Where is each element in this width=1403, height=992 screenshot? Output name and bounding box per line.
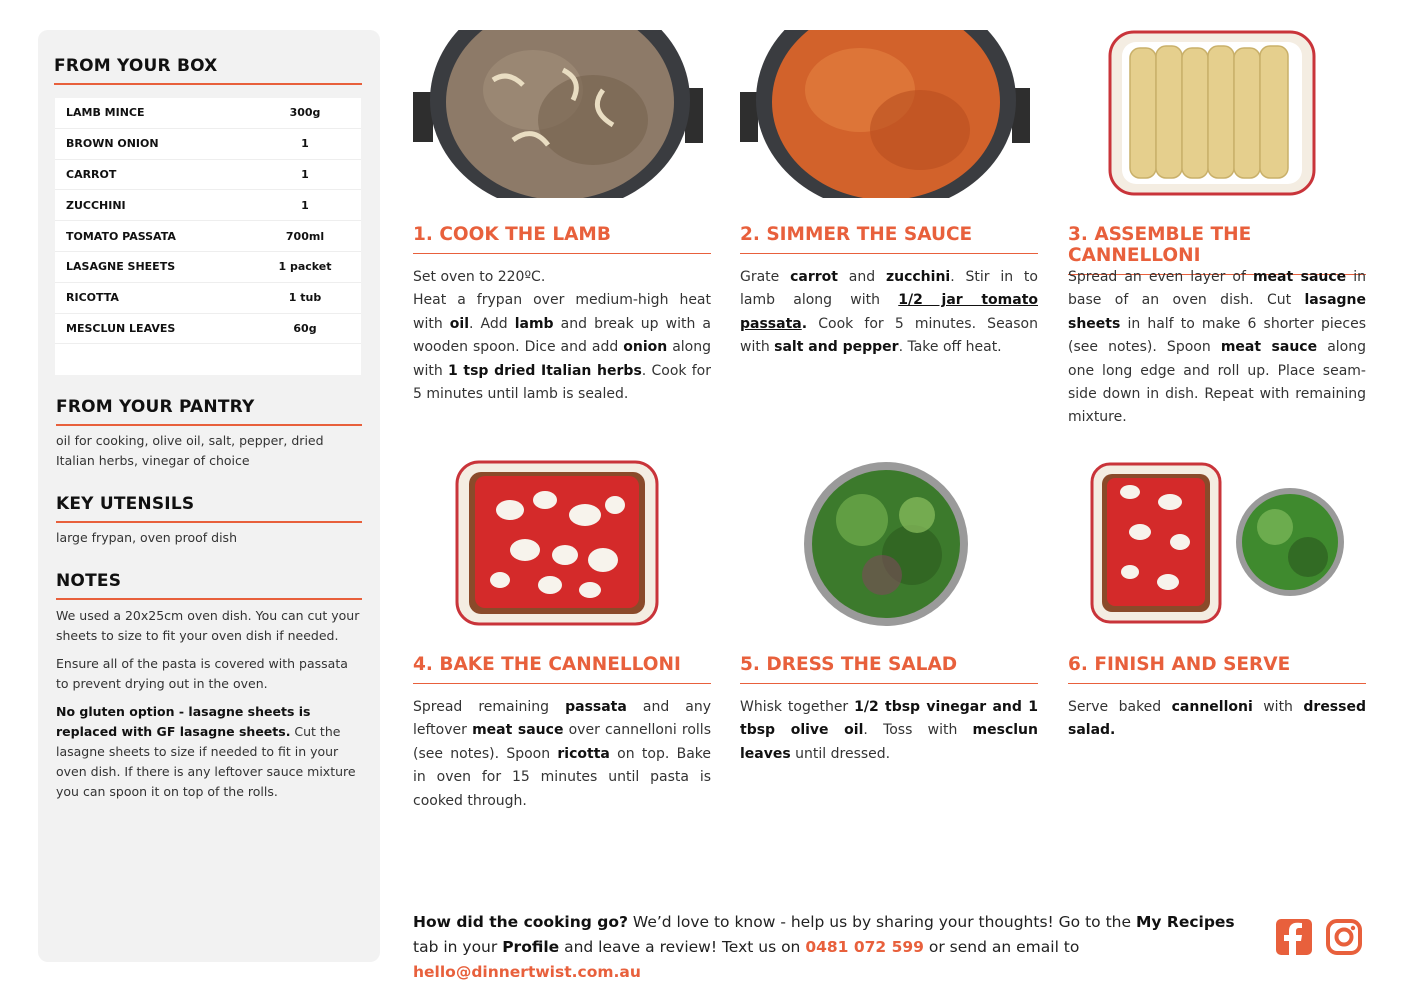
- text-run: and: [837, 269, 886, 285]
- text-run: . Add: [469, 315, 515, 332]
- footer-question: How did the cooking go?: [413, 913, 628, 931]
- bold-run: meat sauce: [472, 722, 564, 739]
- step-6-photo: [1090, 462, 1360, 626]
- step-6-body: [1068, 696, 1366, 743]
- step-5-title: 5. DRESS THE SALAD: [740, 654, 1038, 684]
- email-link[interactable]: hello@dinnertwist.com.au: [413, 963, 641, 981]
- step-4-title: 4. BAKE THE CANNELLONI: [413, 654, 711, 684]
- text-run: We’d love to know - help us by sharing your thoughts! Go to the: [627, 913, 1136, 931]
- text-run: Heat a frypan over medium-high heat with: [413, 292, 711, 332]
- bold-run: meat sauce: [1252, 269, 1347, 285]
- instagram-icon[interactable]: [1325, 918, 1363, 956]
- ingredient-qty: 1: [301, 167, 309, 181]
- text-run: Set oven to 220ºC.: [413, 269, 546, 285]
- text-run: and leave a review! Text us on: [559, 938, 806, 956]
- text-run: along with: [413, 339, 711, 379]
- ingredient-row: [55, 283, 361, 314]
- key-utensils-title: KEY UTENSILS: [56, 494, 362, 523]
- profile-link[interactable]: Profile: [502, 938, 560, 956]
- note-paragraph: [56, 702, 362, 802]
- text-run: Cook for 5 minutes. Season with: [740, 315, 1038, 356]
- step-2-photo: [740, 30, 1038, 198]
- text-run: Serve baked: [1068, 699, 1172, 715]
- note-paragraph: We used a 20x25cm oven dish. You can cut your sheets to size to fit your oven dish if needed.: [56, 608, 360, 643]
- bold-run: cannelloni: [1171, 699, 1253, 715]
- step-4-body: [413, 696, 711, 813]
- ingredient-row: [55, 129, 361, 160]
- bold-run: carrot: [790, 269, 838, 285]
- step-4-photo: [455, 460, 659, 626]
- text-run: in half to make 6 shorter pieces (see notes). Spoon: [1068, 315, 1366, 356]
- ingredients-table: [55, 98, 361, 375]
- bold-run: lamb: [514, 315, 554, 332]
- step-1-photo: [413, 30, 711, 198]
- step-1-body: [413, 266, 711, 406]
- bold-run: passata: [565, 699, 627, 715]
- bold-underlined-run: 1/2 jar tomato passata: [740, 292, 1039, 332]
- utensils-text: large frypan, oven proof dish: [56, 530, 237, 545]
- text-run: tab in your: [413, 938, 503, 956]
- sidebar: [38, 30, 380, 962]
- text-run: on top. Bake in oven for 15 minutes until pasta is cooked through.: [413, 745, 711, 809]
- text-run: or send an email to: [923, 938, 1080, 956]
- step-5-body: [740, 696, 1038, 766]
- bold-run: mesclun leaves: [740, 722, 1038, 762]
- ingredient-name: ZUCCHINI: [66, 198, 126, 212]
- ingredient-row: [55, 221, 361, 252]
- ingredient-qty: 700ml: [285, 229, 325, 243]
- bold-run: onion: [623, 339, 668, 356]
- bold-run: .: [801, 315, 808, 332]
- ingredient-qty: 300g: [289, 106, 321, 120]
- text-run: over cannelloni rolls (see notes). Spoon: [413, 722, 711, 762]
- ingredient-qty: 1: [301, 137, 309, 151]
- notes-title: NOTES: [56, 571, 362, 600]
- bold-run: zucchini: [885, 269, 951, 285]
- step-2-title: 2. SIMMER THE SAUCE: [740, 224, 1038, 254]
- bold-run: 1 tsp dried Italian herbs: [447, 362, 642, 379]
- step-5-photo: [802, 460, 970, 628]
- text-run: along one long edge and roll up. Place seam-side down in dish. Repeat with remaining mixture.: [1068, 339, 1367, 426]
- bold-run: 1/2 tbsp vinegar and 1 tbsp olive oil: [740, 699, 1038, 739]
- ingredient-name: LAMB MINCE: [66, 106, 145, 120]
- ingredient-qty: 1 tub: [288, 291, 322, 305]
- ingredient-name: LASAGNE SHEETS: [66, 260, 176, 274]
- step-6-title: 6. FINISH AND SERVE: [1068, 654, 1366, 684]
- ingredient-name: MESCLUN LEAVES: [66, 321, 176, 335]
- ingredient-name: TOMATO PASSATA: [66, 229, 176, 243]
- pantry-text: oil for cooking, olive oil, salt, pepper, dried Italian herbs, vinegar of choice: [56, 433, 324, 468]
- facebook-icon[interactable]: [1275, 918, 1313, 956]
- ingredient-row: [55, 314, 361, 345]
- bold-run: oil: [449, 315, 469, 332]
- ingredient-qty: 60g: [293, 321, 317, 335]
- text-run: with: [1252, 699, 1304, 715]
- my-recipes-link[interactable]: My Recipes: [1135, 913, 1235, 931]
- text-run: Spread remaining: [413, 699, 566, 715]
- ingredient-qty: 1 packet: [278, 260, 332, 274]
- bold-run: dressed salad.: [1068, 699, 1366, 739]
- step-3-title: 3. ASSEMBLE THE CANNELLONI: [1068, 224, 1366, 275]
- ingredient-row: [55, 98, 361, 129]
- note-bold: No gluten option - lasagne sheets is replaced with GF lasagne sheets.: [56, 704, 311, 739]
- text-run: Spread an even layer of: [1068, 269, 1253, 285]
- bold-run: ricotta: [557, 745, 610, 762]
- text-run: Whisk together: [740, 699, 855, 715]
- text-run: in base of an oven dish. Cut: [1068, 269, 1366, 309]
- notes-text: [56, 606, 362, 810]
- bold-run: lasagne sheets: [1068, 292, 1366, 332]
- from-your-pantry-title: FROM YOUR PANTRY: [56, 397, 362, 426]
- from-your-box-title: FROM YOUR BOX: [54, 56, 362, 85]
- step-3-body: [1068, 266, 1366, 430]
- text-run: and any leftover: [413, 699, 711, 739]
- text-run: Grate: [740, 269, 791, 285]
- note-paragraph: Ensure all of the pasta is covered with passata to prevent drying out in the oven.: [56, 656, 348, 691]
- text-run: . Cook for 5 minutes until lamb is sealed.: [413, 362, 711, 403]
- bold-run: meat sauce: [1220, 339, 1318, 356]
- text-run: until dressed.: [790, 745, 891, 762]
- text-run: . Toss with: [863, 722, 973, 739]
- bold-run: salt and pepper: [774, 339, 899, 356]
- text-run: . Stir in to lamb along with: [740, 269, 1038, 309]
- feedback-footer: [413, 910, 1263, 985]
- note-rest: Cut the lasagne sheets to size if needed to fit in your oven dish. If there is any leftover sauce mixture you can spoon it on top of the rolls.: [56, 724, 356, 799]
- text-run: and break up with a wooden spoon. Dice and add: [413, 315, 711, 356]
- ingredient-name: CARROT: [66, 167, 117, 181]
- step-3-photo: [1068, 30, 1366, 198]
- step-2-body: [740, 266, 1038, 360]
- ingredient-name: RICOTTA: [66, 291, 119, 305]
- text-run: . Take off heat.: [898, 339, 1002, 356]
- ingredient-name: BROWN ONION: [66, 137, 159, 151]
- phone-link[interactable]: 0481 072 599: [805, 938, 924, 956]
- step-1-title: 1. COOK THE LAMB: [413, 224, 711, 254]
- ingredient-qty: 1: [301, 198, 309, 212]
- ingredient-row: [55, 252, 361, 283]
- ingredient-row: [55, 160, 361, 191]
- ingredient-row: [55, 190, 361, 221]
